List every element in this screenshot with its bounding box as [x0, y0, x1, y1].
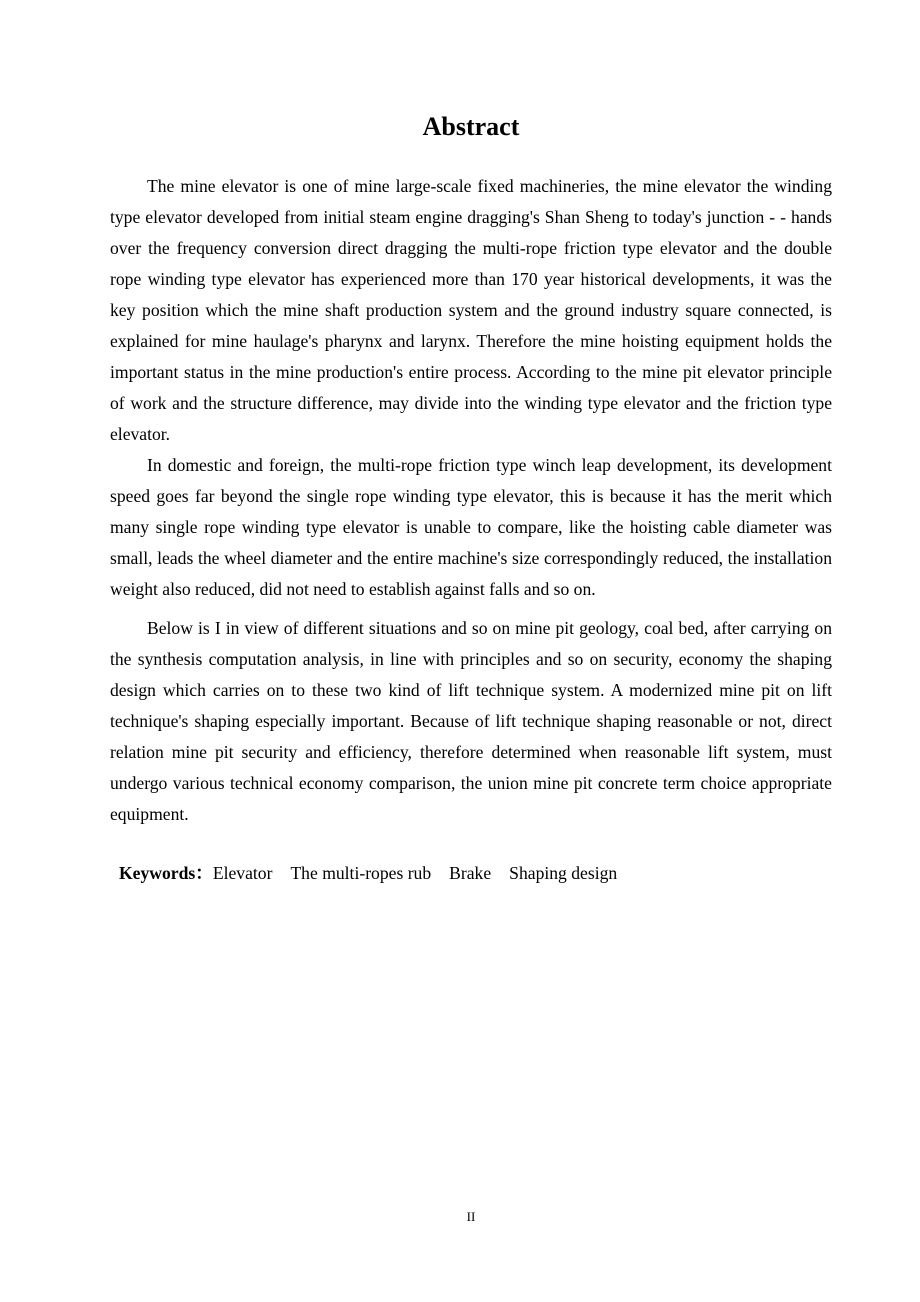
- keywords-separator: ：: [195, 863, 213, 883]
- keyword-item: Brake: [449, 863, 492, 883]
- keywords-label: Keywords: [119, 863, 196, 883]
- keywords-line: [119, 858, 832, 889]
- page-number: II: [466, 1209, 476, 1224]
- keyword-item: Shaping design: [509, 863, 618, 883]
- keyword-item: Elevator: [212, 863, 273, 883]
- keyword-item: The multi-ropes rub: [290, 863, 432, 883]
- abstract-paragraph-1: The mine elevator is one of mine large-scale fixed machineries, the mine elevator the winding type elevator developed from initial steam engine dragging's Shan Sheng to today's junction - - hands over the frequency conversion direct dragging the multi-rope friction type elevator and the double rope winding type elevator has experienced more than 170 year historical developments, it was the key position which the mine shaft production system and the ground industry square connected, is explained for mine haulage's pharynx and larynx. Therefore the mine hoisting equipment holds the important status in the mine production's entire process. According to the mine pit elevator principle of work and the structure difference, may divide into the winding type elevator and the friction type elevator.: [110, 176, 832, 444]
- abstract-paragraph-2: In domestic and foreign, the multi-rope friction type winch leap development, its development speed goes far beyond the single rope winding type elevator, this is because it has the merit which many single rope winding type elevator is unable to compare, like the hoisting cable diameter was small, leads the wheel diameter and the entire machine's size correspondingly reduced, the installation weight also reduced, did not need to establish against falls and so on.: [110, 455, 832, 599]
- abstract-title: Abstract: [422, 112, 520, 141]
- abstract-paragraph-3: Below is I in view of different situations and so on mine pit geology, coal bed, after carrying on the synthesis computation analysis, in line with principles and so on security, economy the shaping design which carries on to these two kind of lift technique system. A modernized mine pit on lift technique's shaping especially important. Because of lift technique shaping reasonable or not, direct relation mine pit security and efficiency, therefore determined when reasonable lift system, must undergo various technical economy comparison, the union mine pit concrete term choice appropriate equipment.: [110, 618, 832, 824]
- abstract-body: [110, 171, 832, 830]
